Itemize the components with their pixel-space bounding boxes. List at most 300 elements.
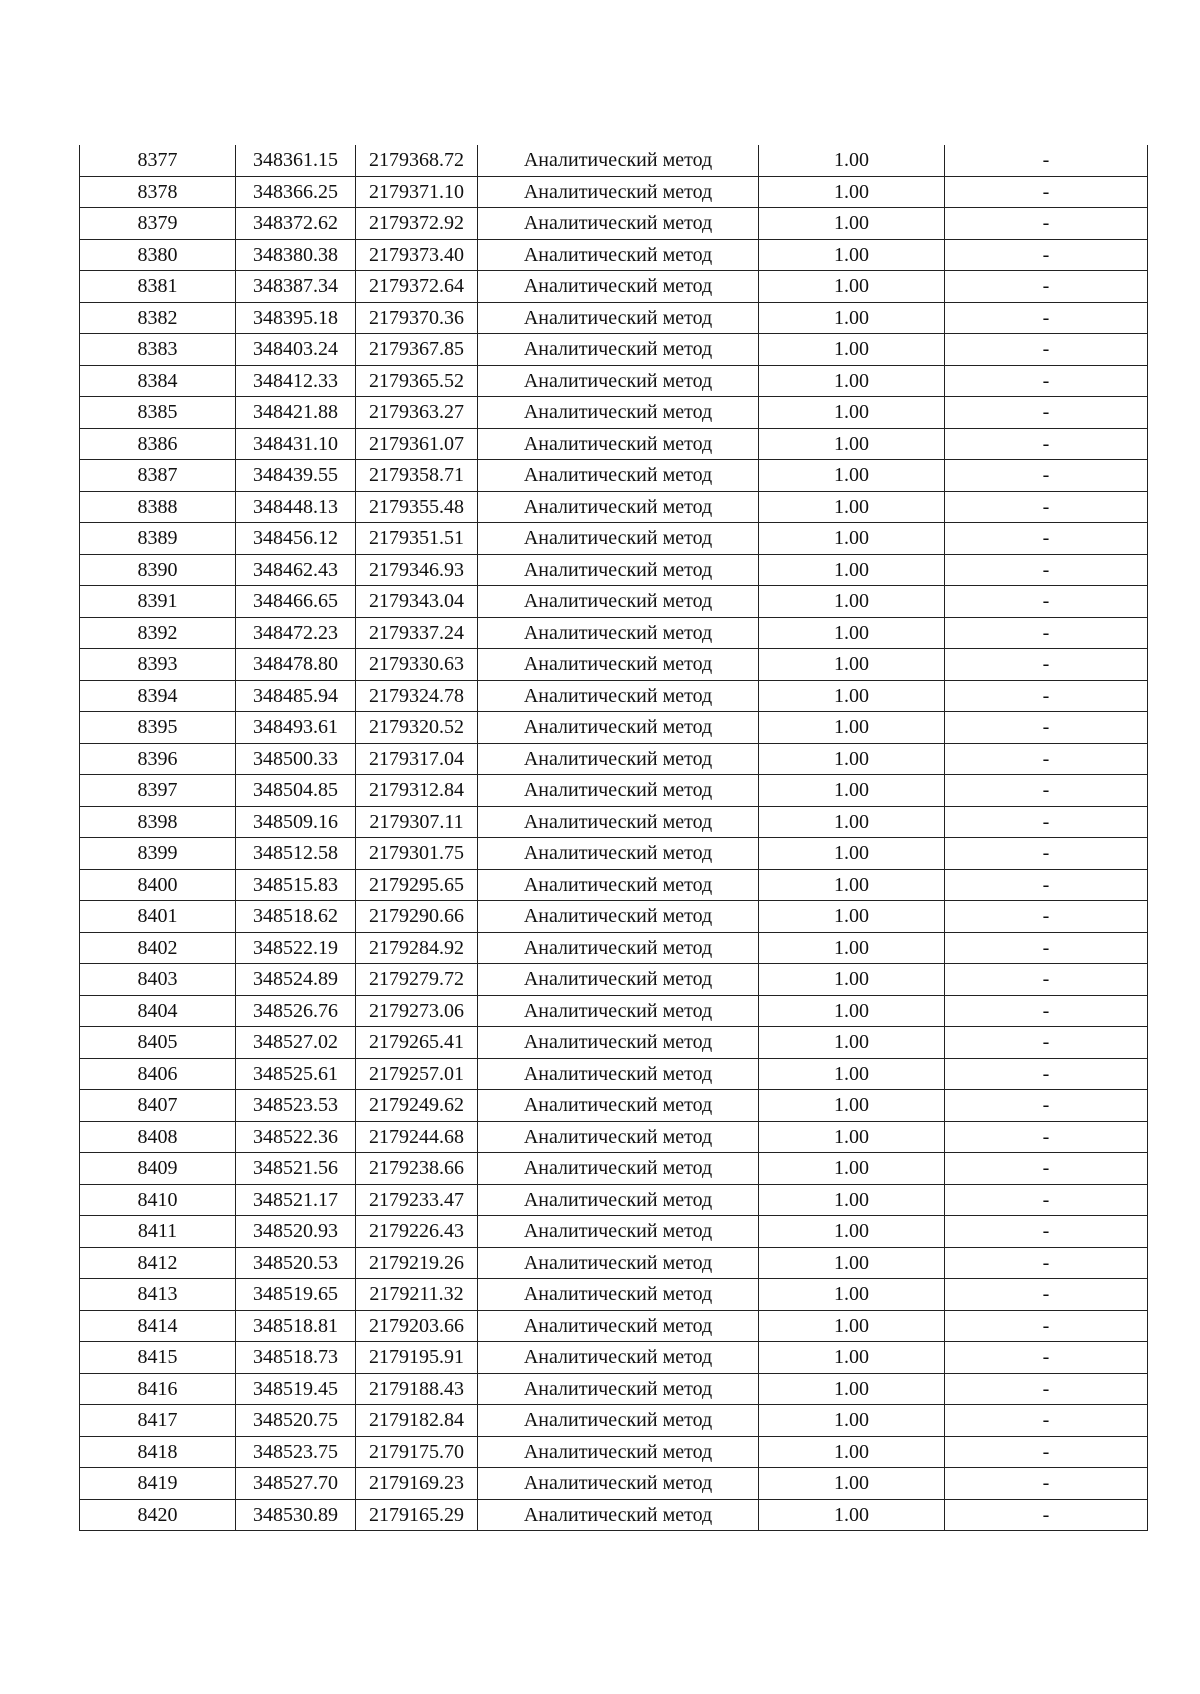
cell-method: Аналитический метод bbox=[478, 145, 759, 176]
cell-point-number: 8411 bbox=[80, 1216, 236, 1248]
cell-description: - bbox=[945, 1436, 1148, 1468]
cell-x: 348380.38 bbox=[236, 239, 356, 271]
cell-precision: 1.00 bbox=[759, 1153, 945, 1185]
cell-point-number: 8418 bbox=[80, 1436, 236, 1468]
cell-precision: 1.00 bbox=[759, 208, 945, 240]
cell-point-number: 8379 bbox=[80, 208, 236, 240]
cell-precision: 1.00 bbox=[759, 334, 945, 366]
cell-precision: 1.00 bbox=[759, 995, 945, 1027]
cell-y: 2179219.26 bbox=[356, 1247, 478, 1279]
cell-point-number: 8387 bbox=[80, 460, 236, 492]
cell-x: 348521.56 bbox=[236, 1153, 356, 1185]
cell-point-number: 8381 bbox=[80, 271, 236, 303]
cell-point-number: 8385 bbox=[80, 397, 236, 429]
cell-y: 2179249.62 bbox=[356, 1090, 478, 1122]
cell-x: 348509.16 bbox=[236, 806, 356, 838]
cell-precision: 1.00 bbox=[759, 806, 945, 838]
cell-method: Аналитический метод bbox=[478, 302, 759, 334]
cell-precision: 1.00 bbox=[759, 1436, 945, 1468]
cell-point-number: 8408 bbox=[80, 1121, 236, 1153]
cell-description: - bbox=[945, 995, 1148, 1027]
table-row bbox=[80, 523, 1148, 555]
cell-precision: 1.00 bbox=[759, 775, 945, 807]
cell-point-number: 8405 bbox=[80, 1027, 236, 1059]
cell-precision: 1.00 bbox=[759, 554, 945, 586]
cell-precision: 1.00 bbox=[759, 617, 945, 649]
cell-method: Аналитический метод bbox=[478, 1184, 759, 1216]
cell-x: 348518.73 bbox=[236, 1342, 356, 1374]
table-row bbox=[80, 271, 1148, 303]
cell-description: - bbox=[945, 1373, 1148, 1405]
cell-x: 348519.65 bbox=[236, 1279, 356, 1311]
cell-x: 348515.83 bbox=[236, 869, 356, 901]
cell-x: 348524.89 bbox=[236, 964, 356, 996]
cell-method: Аналитический метод bbox=[478, 1405, 759, 1437]
table-row bbox=[80, 617, 1148, 649]
cell-precision: 1.00 bbox=[759, 523, 945, 555]
cell-description: - bbox=[945, 365, 1148, 397]
cell-point-number: 8414 bbox=[80, 1310, 236, 1342]
cell-y: 2179320.52 bbox=[356, 712, 478, 744]
cell-precision: 1.00 bbox=[759, 838, 945, 870]
cell-point-number: 8417 bbox=[80, 1405, 236, 1437]
cell-method: Аналитический метод bbox=[478, 1310, 759, 1342]
cell-y: 2179265.41 bbox=[356, 1027, 478, 1059]
cell-point-number: 8390 bbox=[80, 554, 236, 586]
cell-y: 2179370.36 bbox=[356, 302, 478, 334]
cell-y: 2179358.71 bbox=[356, 460, 478, 492]
cell-method: Аналитический метод bbox=[478, 743, 759, 775]
cell-y: 2179295.65 bbox=[356, 869, 478, 901]
cell-precision: 1.00 bbox=[759, 586, 945, 618]
cell-y: 2179284.92 bbox=[356, 932, 478, 964]
cell-point-number: 8413 bbox=[80, 1279, 236, 1311]
cell-description: - bbox=[945, 1499, 1148, 1531]
cell-point-number: 8419 bbox=[80, 1468, 236, 1500]
cell-method: Аналитический метод bbox=[478, 901, 759, 933]
cell-x: 348387.34 bbox=[236, 271, 356, 303]
cell-method: Аналитический метод bbox=[478, 1058, 759, 1090]
cell-x: 348523.53 bbox=[236, 1090, 356, 1122]
cell-point-number: 8407 bbox=[80, 1090, 236, 1122]
cell-method: Аналитический метод bbox=[478, 365, 759, 397]
cell-precision: 1.00 bbox=[759, 901, 945, 933]
cell-description: - bbox=[945, 302, 1148, 334]
table-row bbox=[80, 1342, 1148, 1374]
cell-method: Аналитический метод bbox=[478, 1153, 759, 1185]
cell-description: - bbox=[945, 1027, 1148, 1059]
cell-x: 348431.10 bbox=[236, 428, 356, 460]
cell-method: Аналитический метод bbox=[478, 964, 759, 996]
cell-point-number: 8394 bbox=[80, 680, 236, 712]
cell-method: Аналитический метод bbox=[478, 239, 759, 271]
cell-y: 2179337.24 bbox=[356, 617, 478, 649]
cell-x: 348478.80 bbox=[236, 649, 356, 681]
cell-y: 2179244.68 bbox=[356, 1121, 478, 1153]
cell-precision: 1.00 bbox=[759, 145, 945, 176]
cell-point-number: 8401 bbox=[80, 901, 236, 933]
cell-point-number: 8384 bbox=[80, 365, 236, 397]
cell-method: Аналитический метод bbox=[478, 460, 759, 492]
cell-point-number: 8412 bbox=[80, 1247, 236, 1279]
cell-method: Аналитический метод bbox=[478, 712, 759, 744]
cell-precision: 1.00 bbox=[759, 712, 945, 744]
cell-description: - bbox=[945, 680, 1148, 712]
cell-y: 2179355.48 bbox=[356, 491, 478, 523]
cell-description: - bbox=[945, 334, 1148, 366]
cell-precision: 1.00 bbox=[759, 932, 945, 964]
cell-description: - bbox=[945, 397, 1148, 429]
cell-x: 348527.70 bbox=[236, 1468, 356, 1500]
table-row bbox=[80, 365, 1148, 397]
cell-description: - bbox=[945, 554, 1148, 586]
cell-y: 2179175.70 bbox=[356, 1436, 478, 1468]
cell-description: - bbox=[945, 1279, 1148, 1311]
cell-y: 2179301.75 bbox=[356, 838, 478, 870]
cell-x: 348412.33 bbox=[236, 365, 356, 397]
cell-description: - bbox=[945, 1342, 1148, 1374]
cell-y: 2179273.06 bbox=[356, 995, 478, 1027]
cell-y: 2179317.04 bbox=[356, 743, 478, 775]
cell-point-number: 8399 bbox=[80, 838, 236, 870]
cell-precision: 1.00 bbox=[759, 176, 945, 208]
table-row bbox=[80, 1027, 1148, 1059]
table-row bbox=[80, 1279, 1148, 1311]
cell-method: Аналитический метод bbox=[478, 617, 759, 649]
cell-x: 348472.23 bbox=[236, 617, 356, 649]
cell-y: 2179195.91 bbox=[356, 1342, 478, 1374]
cell-y: 2179361.07 bbox=[356, 428, 478, 460]
cell-description: - bbox=[945, 869, 1148, 901]
cell-method: Аналитический метод bbox=[478, 208, 759, 240]
cell-method: Аналитический метод bbox=[478, 1499, 759, 1531]
cell-precision: 1.00 bbox=[759, 271, 945, 303]
cell-precision: 1.00 bbox=[759, 460, 945, 492]
cell-precision: 1.00 bbox=[759, 680, 945, 712]
cell-point-number: 8416 bbox=[80, 1373, 236, 1405]
cell-precision: 1.00 bbox=[759, 1279, 945, 1311]
cell-method: Аналитический метод bbox=[478, 271, 759, 303]
cell-description: - bbox=[945, 1184, 1148, 1216]
cell-description: - bbox=[945, 1405, 1148, 1437]
cell-x: 348421.88 bbox=[236, 397, 356, 429]
cell-description: - bbox=[945, 176, 1148, 208]
cell-point-number: 8409 bbox=[80, 1153, 236, 1185]
cell-x: 348456.12 bbox=[236, 523, 356, 555]
cell-description: - bbox=[945, 208, 1148, 240]
table-row bbox=[80, 649, 1148, 681]
cell-method: Аналитический метод bbox=[478, 1342, 759, 1374]
cell-y: 2179312.84 bbox=[356, 775, 478, 807]
cell-point-number: 8392 bbox=[80, 617, 236, 649]
cell-x: 348519.45 bbox=[236, 1373, 356, 1405]
cell-point-number: 8403 bbox=[80, 964, 236, 996]
cell-x: 348525.61 bbox=[236, 1058, 356, 1090]
cell-precision: 1.00 bbox=[759, 1468, 945, 1500]
cell-point-number: 8415 bbox=[80, 1342, 236, 1374]
cell-y: 2179188.43 bbox=[356, 1373, 478, 1405]
cell-y: 2179343.04 bbox=[356, 586, 478, 618]
cell-precision: 1.00 bbox=[759, 1216, 945, 1248]
cell-point-number: 8391 bbox=[80, 586, 236, 618]
cell-point-number: 8404 bbox=[80, 995, 236, 1027]
cell-description: - bbox=[945, 1121, 1148, 1153]
cell-point-number: 8382 bbox=[80, 302, 236, 334]
cell-description: - bbox=[945, 838, 1148, 870]
cell-x: 348504.85 bbox=[236, 775, 356, 807]
table-row bbox=[80, 460, 1148, 492]
cell-y: 2179165.29 bbox=[356, 1499, 478, 1531]
cell-y: 2179279.72 bbox=[356, 964, 478, 996]
cell-x: 348485.94 bbox=[236, 680, 356, 712]
cell-x: 348500.33 bbox=[236, 743, 356, 775]
cell-point-number: 8378 bbox=[80, 176, 236, 208]
cell-method: Аналитический метод bbox=[478, 397, 759, 429]
cell-y: 2179365.52 bbox=[356, 365, 478, 397]
cell-point-number: 8388 bbox=[80, 491, 236, 523]
cell-y: 2179372.64 bbox=[356, 271, 478, 303]
cell-x: 348521.17 bbox=[236, 1184, 356, 1216]
cell-point-number: 8396 bbox=[80, 743, 236, 775]
table-row bbox=[80, 1436, 1148, 1468]
cell-y: 2179346.93 bbox=[356, 554, 478, 586]
cell-description: - bbox=[945, 428, 1148, 460]
cell-method: Аналитический метод bbox=[478, 586, 759, 618]
cell-method: Аналитический метод bbox=[478, 428, 759, 460]
cell-x: 348366.25 bbox=[236, 176, 356, 208]
cell-description: - bbox=[945, 491, 1148, 523]
cell-method: Аналитический метод bbox=[478, 1373, 759, 1405]
table-row bbox=[80, 1405, 1148, 1437]
table-row bbox=[80, 145, 1148, 176]
cell-point-number: 8389 bbox=[80, 523, 236, 555]
cell-x: 348439.55 bbox=[236, 460, 356, 492]
cell-y: 2179351.51 bbox=[356, 523, 478, 555]
cell-precision: 1.00 bbox=[759, 743, 945, 775]
cell-description: - bbox=[945, 1468, 1148, 1500]
cell-method: Аналитический метод bbox=[478, 554, 759, 586]
table-row bbox=[80, 1090, 1148, 1122]
cell-point-number: 8380 bbox=[80, 239, 236, 271]
table-row bbox=[80, 1058, 1148, 1090]
cell-method: Аналитический метод bbox=[478, 1247, 759, 1279]
cell-precision: 1.00 bbox=[759, 239, 945, 271]
cell-x: 348527.02 bbox=[236, 1027, 356, 1059]
cell-x: 348520.75 bbox=[236, 1405, 356, 1437]
cell-y: 2179203.66 bbox=[356, 1310, 478, 1342]
cell-y: 2179330.63 bbox=[356, 649, 478, 681]
cell-y: 2179257.01 bbox=[356, 1058, 478, 1090]
cell-description: - bbox=[945, 1153, 1148, 1185]
table-row bbox=[80, 869, 1148, 901]
cell-description: - bbox=[945, 586, 1148, 618]
cell-y: 2179233.47 bbox=[356, 1184, 478, 1216]
cell-method: Аналитический метод bbox=[478, 523, 759, 555]
cell-y: 2179324.78 bbox=[356, 680, 478, 712]
cell-x: 348522.36 bbox=[236, 1121, 356, 1153]
cell-description: - bbox=[945, 1247, 1148, 1279]
cell-y: 2179182.84 bbox=[356, 1405, 478, 1437]
table-row bbox=[80, 334, 1148, 366]
cell-x: 348518.81 bbox=[236, 1310, 356, 1342]
cell-method: Аналитический метод bbox=[478, 1279, 759, 1311]
cell-description: - bbox=[945, 617, 1148, 649]
table-row bbox=[80, 901, 1148, 933]
cell-y: 2179363.27 bbox=[356, 397, 478, 429]
cell-point-number: 8398 bbox=[80, 806, 236, 838]
cell-precision: 1.00 bbox=[759, 1184, 945, 1216]
cell-precision: 1.00 bbox=[759, 1058, 945, 1090]
table-row bbox=[80, 775, 1148, 807]
cell-x: 348512.58 bbox=[236, 838, 356, 870]
coordinates-table-body bbox=[80, 145, 1148, 1531]
cell-description: - bbox=[945, 775, 1148, 807]
table-row bbox=[80, 208, 1148, 240]
cell-method: Аналитический метод bbox=[478, 932, 759, 964]
cell-x: 348493.61 bbox=[236, 712, 356, 744]
cell-method: Аналитический метод bbox=[478, 680, 759, 712]
table-row bbox=[80, 586, 1148, 618]
table-row bbox=[80, 932, 1148, 964]
cell-point-number: 8406 bbox=[80, 1058, 236, 1090]
cell-x: 348466.65 bbox=[236, 586, 356, 618]
cell-y: 2179371.10 bbox=[356, 176, 478, 208]
cell-x: 348403.24 bbox=[236, 334, 356, 366]
cell-precision: 1.00 bbox=[759, 428, 945, 460]
cell-description: - bbox=[945, 1216, 1148, 1248]
table-row bbox=[80, 995, 1148, 1027]
cell-point-number: 8377 bbox=[80, 145, 236, 176]
cell-description: - bbox=[945, 901, 1148, 933]
cell-precision: 1.00 bbox=[759, 1090, 945, 1122]
cell-precision: 1.00 bbox=[759, 1342, 945, 1374]
table-row bbox=[80, 1468, 1148, 1500]
cell-point-number: 8400 bbox=[80, 869, 236, 901]
cell-x: 348526.76 bbox=[236, 995, 356, 1027]
cell-precision: 1.00 bbox=[759, 397, 945, 429]
cell-description: - bbox=[945, 964, 1148, 996]
table-row bbox=[80, 1184, 1148, 1216]
cell-point-number: 8395 bbox=[80, 712, 236, 744]
cell-x: 348530.89 bbox=[236, 1499, 356, 1531]
table-row bbox=[80, 712, 1148, 744]
coordinates-table bbox=[79, 145, 1148, 1531]
cell-method: Аналитический метод bbox=[478, 1090, 759, 1122]
table-row bbox=[80, 964, 1148, 996]
cell-point-number: 8386 bbox=[80, 428, 236, 460]
table-row bbox=[80, 428, 1148, 460]
cell-y: 2179211.32 bbox=[356, 1279, 478, 1311]
table-row bbox=[80, 1499, 1148, 1531]
cell-description: - bbox=[945, 523, 1148, 555]
cell-y: 2179368.72 bbox=[356, 145, 478, 176]
cell-description: - bbox=[945, 145, 1148, 176]
table-row bbox=[80, 491, 1148, 523]
table-row bbox=[80, 554, 1148, 586]
table-row bbox=[80, 1121, 1148, 1153]
cell-x: 348518.62 bbox=[236, 901, 356, 933]
cell-description: - bbox=[945, 1058, 1148, 1090]
cell-method: Аналитический метод bbox=[478, 649, 759, 681]
table-row bbox=[80, 1216, 1148, 1248]
cell-precision: 1.00 bbox=[759, 649, 945, 681]
table-row bbox=[80, 1153, 1148, 1185]
cell-description: - bbox=[945, 1310, 1148, 1342]
cell-x: 348523.75 bbox=[236, 1436, 356, 1468]
cell-y: 2179372.92 bbox=[356, 208, 478, 240]
cell-point-number: 8420 bbox=[80, 1499, 236, 1531]
cell-method: Аналитический метод bbox=[478, 1121, 759, 1153]
cell-description: - bbox=[945, 932, 1148, 964]
cell-method: Аналитический метод bbox=[478, 838, 759, 870]
cell-y: 2179367.85 bbox=[356, 334, 478, 366]
cell-x: 348520.93 bbox=[236, 1216, 356, 1248]
cell-method: Аналитический метод bbox=[478, 1027, 759, 1059]
cell-precision: 1.00 bbox=[759, 302, 945, 334]
cell-point-number: 8383 bbox=[80, 334, 236, 366]
cell-description: - bbox=[945, 712, 1148, 744]
table-row bbox=[80, 1247, 1148, 1279]
cell-method: Аналитический метод bbox=[478, 995, 759, 1027]
cell-description: - bbox=[945, 806, 1148, 838]
cell-precision: 1.00 bbox=[759, 1247, 945, 1279]
cell-y: 2179290.66 bbox=[356, 901, 478, 933]
cell-method: Аналитический метод bbox=[478, 1468, 759, 1500]
cell-point-number: 8402 bbox=[80, 932, 236, 964]
cell-precision: 1.00 bbox=[759, 964, 945, 996]
cell-x: 348395.18 bbox=[236, 302, 356, 334]
table-row bbox=[80, 397, 1148, 429]
cell-point-number: 8393 bbox=[80, 649, 236, 681]
cell-description: - bbox=[945, 271, 1148, 303]
cell-precision: 1.00 bbox=[759, 1373, 945, 1405]
table-row bbox=[80, 806, 1148, 838]
cell-description: - bbox=[945, 743, 1148, 775]
cell-precision: 1.00 bbox=[759, 1310, 945, 1342]
cell-description: - bbox=[945, 1090, 1148, 1122]
cell-description: - bbox=[945, 649, 1148, 681]
cell-x: 348522.19 bbox=[236, 932, 356, 964]
table-row bbox=[80, 176, 1148, 208]
cell-precision: 1.00 bbox=[759, 365, 945, 397]
cell-method: Аналитический метод bbox=[478, 869, 759, 901]
cell-method: Аналитический метод bbox=[478, 176, 759, 208]
cell-y: 2179169.23 bbox=[356, 1468, 478, 1500]
table-row bbox=[80, 743, 1148, 775]
cell-x: 348462.43 bbox=[236, 554, 356, 586]
cell-method: Аналитический метод bbox=[478, 334, 759, 366]
cell-method: Аналитический метод bbox=[478, 491, 759, 523]
cell-point-number: 8410 bbox=[80, 1184, 236, 1216]
cell-x: 348520.53 bbox=[236, 1247, 356, 1279]
cell-y: 2179373.40 bbox=[356, 239, 478, 271]
cell-x: 348372.62 bbox=[236, 208, 356, 240]
cell-description: - bbox=[945, 460, 1148, 492]
table-row bbox=[80, 838, 1148, 870]
cell-x: 348448.13 bbox=[236, 491, 356, 523]
cell-method: Аналитический метод bbox=[478, 806, 759, 838]
cell-x: 348361.15 bbox=[236, 145, 356, 176]
cell-precision: 1.00 bbox=[759, 869, 945, 901]
table-row bbox=[80, 1310, 1148, 1342]
cell-precision: 1.00 bbox=[759, 1121, 945, 1153]
cell-y: 2179307.11 bbox=[356, 806, 478, 838]
cell-method: Аналитический метод bbox=[478, 1216, 759, 1248]
cell-precision: 1.00 bbox=[759, 491, 945, 523]
cell-method: Аналитический метод bbox=[478, 1436, 759, 1468]
cell-precision: 1.00 bbox=[759, 1027, 945, 1059]
cell-precision: 1.00 bbox=[759, 1499, 945, 1531]
